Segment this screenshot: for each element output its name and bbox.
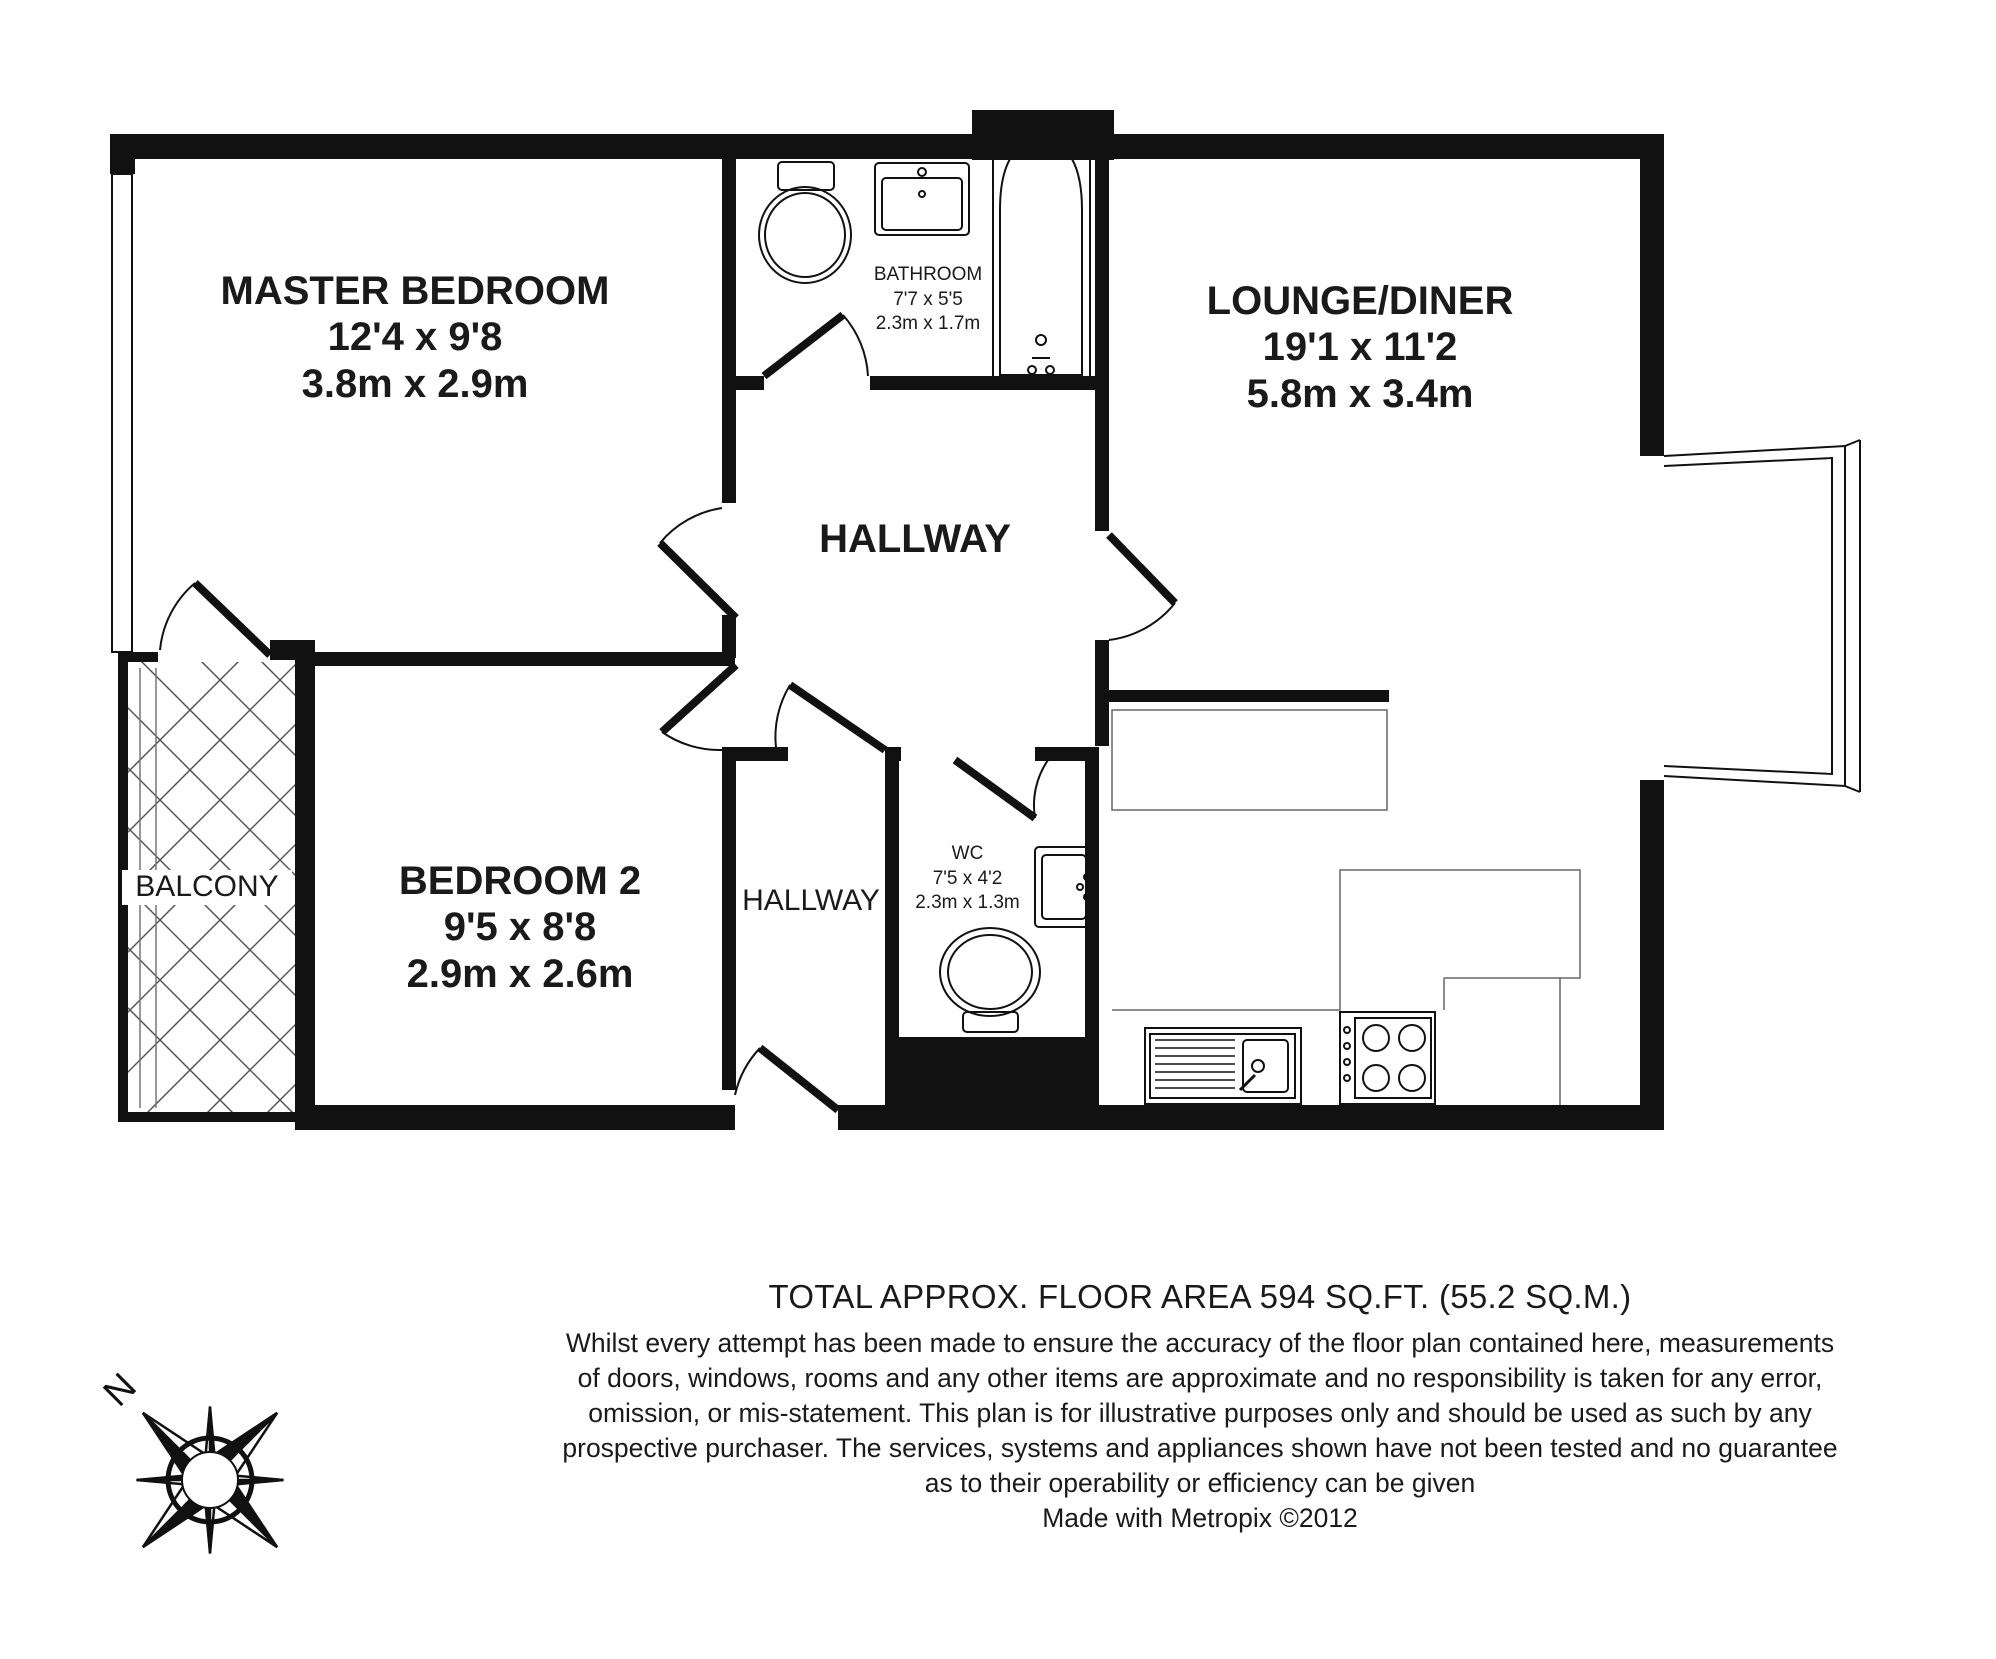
compass-north-label: N [95,1365,145,1415]
room-name: HALLWAY [819,517,1011,561]
hallway-main-label [770,516,1060,562]
room-name: BATHROOM [873,264,983,285]
hallway-small-label [737,884,885,919]
disclaimer-line: of doors, windows, rooms and any other items are approximate and no responsibility is taken for any error, [577,1363,1823,1393]
room-name: MASTER BEDROOM [220,269,610,313]
room-size-imperial: 12'4 x 9'8 [327,315,503,360]
room-name: BEDROOM 2 [398,859,642,903]
room-name: BALCONY [135,870,279,903]
wc-label [900,842,1035,916]
disclaimer [460,1326,1940,1501]
plan-footer [460,1278,1940,1536]
disclaimer-line: as to their operability or efficiency can be given [924,1468,1476,1498]
room-size-imperial: 19'1 x 11'2 [1262,325,1458,370]
disclaimer-line: omission, or mis-statement. This plan is for illustrative purposes only and should be used as such by any [588,1398,1812,1428]
room-name: HALLWAY [742,884,880,917]
bathroom-label [858,263,998,337]
room-size-imperial: 7'5 x 4'2 [932,867,1003,889]
room-size-imperial: 7'7 x 5'5 [893,288,963,310]
credit-line: Made with Metropix ©2012 [1042,1503,1358,1533]
disclaimer-line: prospective purchaser. The services, systems and appliances shown have not been tested and no guarantee [562,1433,1838,1463]
bedroom-2-label [340,858,700,997]
master-bedroom-label [180,268,650,407]
room-size-metric: 3.8m x 2.9m [301,361,529,406]
room-name: LOUNGE/DINER [1206,279,1514,323]
room-size-metric: 2.3m x 1.3m [915,892,1020,914]
room-size-metric: 2.3m x 1.7m [875,313,981,335]
room-size-metric: 2.9m x 2.6m [406,951,634,996]
balcony-label [122,870,292,905]
room-name: WC [951,843,984,864]
kitchen-fixtures [1112,710,1580,1105]
disclaimer-line: Whilst every attempt has been made to ensure the accuracy of the floor plan contained here, measurements [565,1328,1835,1358]
room-size-metric: 5.8m x 3.4m [1246,371,1474,416]
room-size-imperial: 9'5 x 8'8 [443,905,597,950]
total-floor-area: TOTAL APPROX. FLOOR AREA 594 SQ.FT. (55.2 SQ.M.) [768,1278,1632,1315]
lounge-diner-label [1170,278,1550,417]
compass-rose-icon [38,1308,344,1614]
